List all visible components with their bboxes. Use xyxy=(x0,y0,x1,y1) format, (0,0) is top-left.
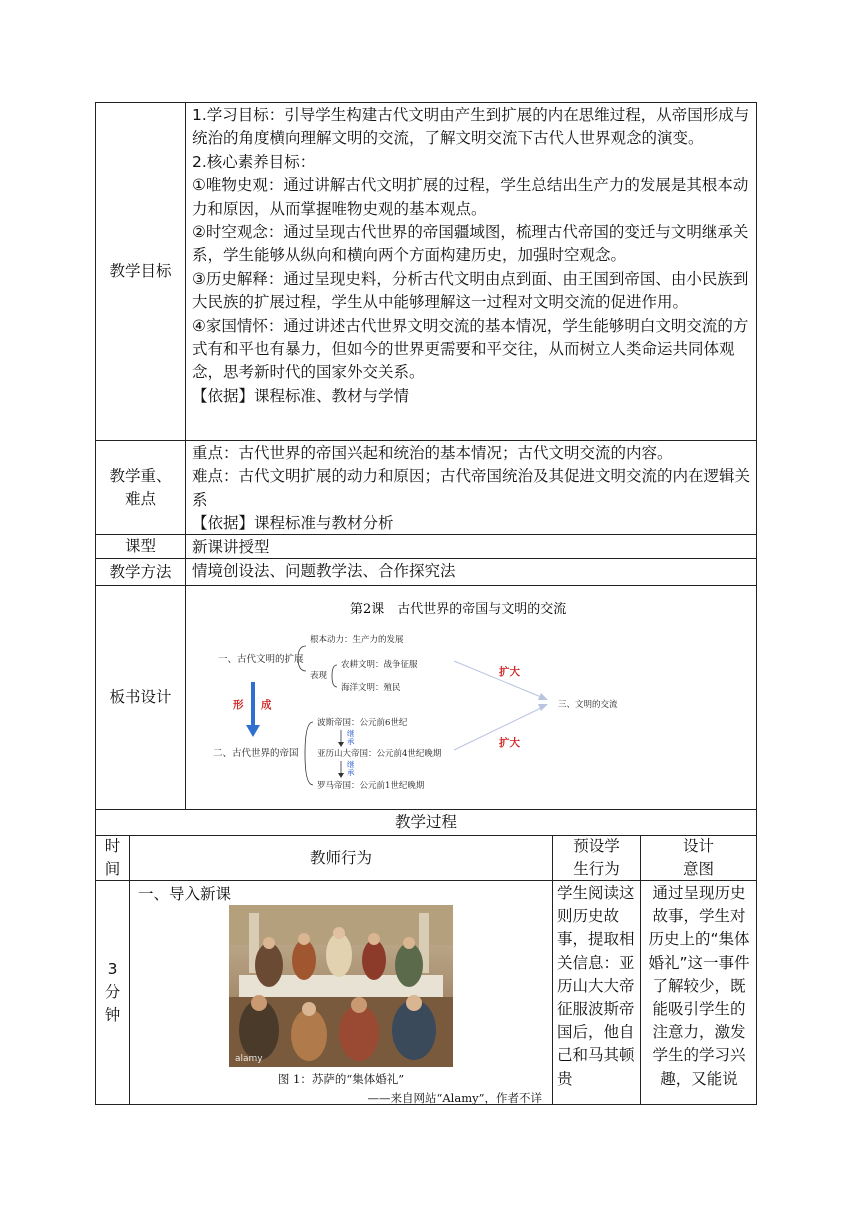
col-student-1: 预设学 xyxy=(573,837,620,855)
objective-line: 2.核心素养目标： xyxy=(192,152,316,171)
figure-source: ——来自网站“Alamy”，作者不详 xyxy=(367,1091,542,1105)
board-rome: 罗马帝国：公元前1世纪晚期 xyxy=(317,781,425,791)
lesson-type-label: 课型 xyxy=(124,537,156,555)
board-persia: 波斯帝国：公元前6世纪 xyxy=(317,718,408,728)
objectives-content-cell xyxy=(185,102,757,441)
board-sec1: 一、古代文明的扩展 xyxy=(218,654,304,665)
col-teacher-header xyxy=(129,835,553,881)
lesson-type-label-cell xyxy=(95,534,186,559)
row1-student-text: 学生阅读这则历史故事，提取相关信息：亚历山大大帝征服波斯帝国后，他自己和马其顿贵 xyxy=(557,884,635,1088)
col-time-1: 时 xyxy=(104,837,121,855)
board-alexander: 亚历山大帝国：公元前4世纪晚期 xyxy=(317,749,442,759)
board-diagram xyxy=(186,586,756,809)
board-biaoxian: 表现 xyxy=(310,671,328,681)
key-points-content-cell xyxy=(185,440,757,535)
row1-time-cell xyxy=(95,880,130,1105)
objective-line: ①唯物史观：通过讲解古代文明扩展的过程，学生总结出生产力的发展是其根本动力和原因，从而掌握唯物史观的基本观点。 xyxy=(192,176,749,218)
row1-design-text: 通过呈现历史故事，学生对历史上的“集体婚礼”这一事件了解较少，既能吸引学生的注意力，激发学生的学习兴趣，又能说 xyxy=(648,884,750,1088)
key-points-basis: 【依据】课程标准与教材分析 xyxy=(192,514,394,533)
brace-biaoxian xyxy=(332,665,337,687)
col-design-2: 意图 xyxy=(682,860,714,878)
board-inherit-2a: 继 xyxy=(347,760,355,769)
key-points-label-1: 教学重、 xyxy=(109,466,172,485)
board-title: 第2课 古代世界的帝国与文明的交流 xyxy=(350,602,567,617)
expand-arrow-lower xyxy=(538,704,548,711)
board-label-cell xyxy=(95,585,186,810)
method-value: 情境创设法、问题教学法、合作探究法 xyxy=(192,562,456,580)
board-form-1: 形 xyxy=(233,699,244,711)
method-value-cell xyxy=(185,558,757,586)
board-inherit-1b: 承 xyxy=(347,737,355,746)
board-inherit-2b: 承 xyxy=(347,768,355,777)
board-label: 板书设计 xyxy=(109,688,172,706)
process-header-cell xyxy=(95,809,757,836)
banquet-image xyxy=(229,905,453,1067)
col-teacher: 教师行为 xyxy=(309,848,372,867)
objectives-label-cell xyxy=(95,102,186,441)
board-root-cause: 根本动力：生产力的发展 xyxy=(310,635,404,645)
row1-section-title: 一、导入新课 xyxy=(138,885,232,903)
process-header: 教学过程 xyxy=(394,813,457,831)
objective-basis: 【依据】课程标准、教材与学情 xyxy=(192,386,410,405)
objective-line: ④家国情怀：通过讲述古代世界文明交流的基本情况，学生能够明白文明交流的方式有和平也有暴力，但如今的世界更需要和平交往，从而树立人类命运共同体观念，思考新时代的国家外交关系。 xyxy=(192,316,749,382)
col-design-header xyxy=(640,835,757,881)
objectives-label: 教学目标 xyxy=(109,262,172,280)
expand-line-lower xyxy=(454,708,541,750)
board-design-cell xyxy=(185,585,757,810)
key-points-label-cell xyxy=(95,440,186,535)
board-form-2: 成 xyxy=(261,699,272,711)
board-sec2: 二、古代世界的帝国 xyxy=(213,748,299,759)
form-arrow-head xyxy=(246,725,260,737)
board-ocean: 海洋文明：殖民 xyxy=(341,683,401,693)
brace-sec2 xyxy=(305,722,313,785)
row1-time-2: 分 xyxy=(104,983,121,1001)
key-point-line: 重点：古代世界的帝国兴起和统治的基本情况；古代文明交流的内容。 xyxy=(192,444,673,462)
row1-time-3: 钟 xyxy=(104,1006,121,1024)
method-label: 教学方法 xyxy=(109,562,172,581)
board-expand-lower: 扩大 xyxy=(499,737,520,749)
expand-arrow-upper xyxy=(538,693,548,700)
objective-line: ②时空观念：通过呈现古代世界的帝国疆域图，梳理古代帝国的变迁与文明继承关系，学生能够从纵向和横向两个方面构建历史，加强时空观念。 xyxy=(192,223,749,265)
row1-time-1: 3 xyxy=(107,960,118,978)
row1-student-cell xyxy=(552,880,641,1105)
col-time-header xyxy=(95,835,130,881)
method-label-cell xyxy=(95,558,186,586)
key-points-label-2: 难点 xyxy=(124,489,156,508)
col-student-header xyxy=(552,835,641,881)
alamy-watermark: alamy xyxy=(235,1054,263,1064)
form-arrow-shaft xyxy=(251,682,255,727)
col-design-1: 设计 xyxy=(682,837,714,855)
col-time-2: 间 xyxy=(104,860,121,878)
board-expand-upper: 扩大 xyxy=(499,666,520,678)
difficult-point-line: 难点：古代文明扩展的动力和原因；古代帝国统治及其促进文明交流的内在逻辑关系 xyxy=(192,467,751,509)
inherit-arrow-2-head xyxy=(338,773,344,778)
row1-design-cell xyxy=(640,880,757,1105)
figure-caption: 图 1：苏萨的“集体婚礼” xyxy=(277,1072,405,1086)
board-farm: 农耕文明：战争征服 xyxy=(341,660,418,670)
lesson-type-value-cell xyxy=(185,534,757,559)
banquet-painting xyxy=(229,905,453,1067)
lesson-type-value: 新课讲授型 xyxy=(192,538,270,556)
inherit-arrow-1-head xyxy=(338,742,344,747)
board-inherit-1a: 继 xyxy=(347,729,355,738)
board-sec3: 三、文明的交流 xyxy=(558,700,618,710)
objective-line: ③历史解释：通过呈现史料，分析古代文明由点到面、由王国到帝国、由小民族到大民族的扩展过程，学生从中能够理解这一过程对文明交流的促进作用。 xyxy=(192,269,749,312)
objective-line: 1.学习目标：引导学生构建古代文明由产生到扩展的内在思维过程，从帝国形成与统治的角度横向理解文明的交流，了解文明交流下古代人世界观念的演变。 xyxy=(192,106,750,148)
col-student-2: 生行为 xyxy=(573,860,620,878)
expand-line-upper xyxy=(454,661,541,697)
row1-teacher-cell xyxy=(129,880,553,1105)
